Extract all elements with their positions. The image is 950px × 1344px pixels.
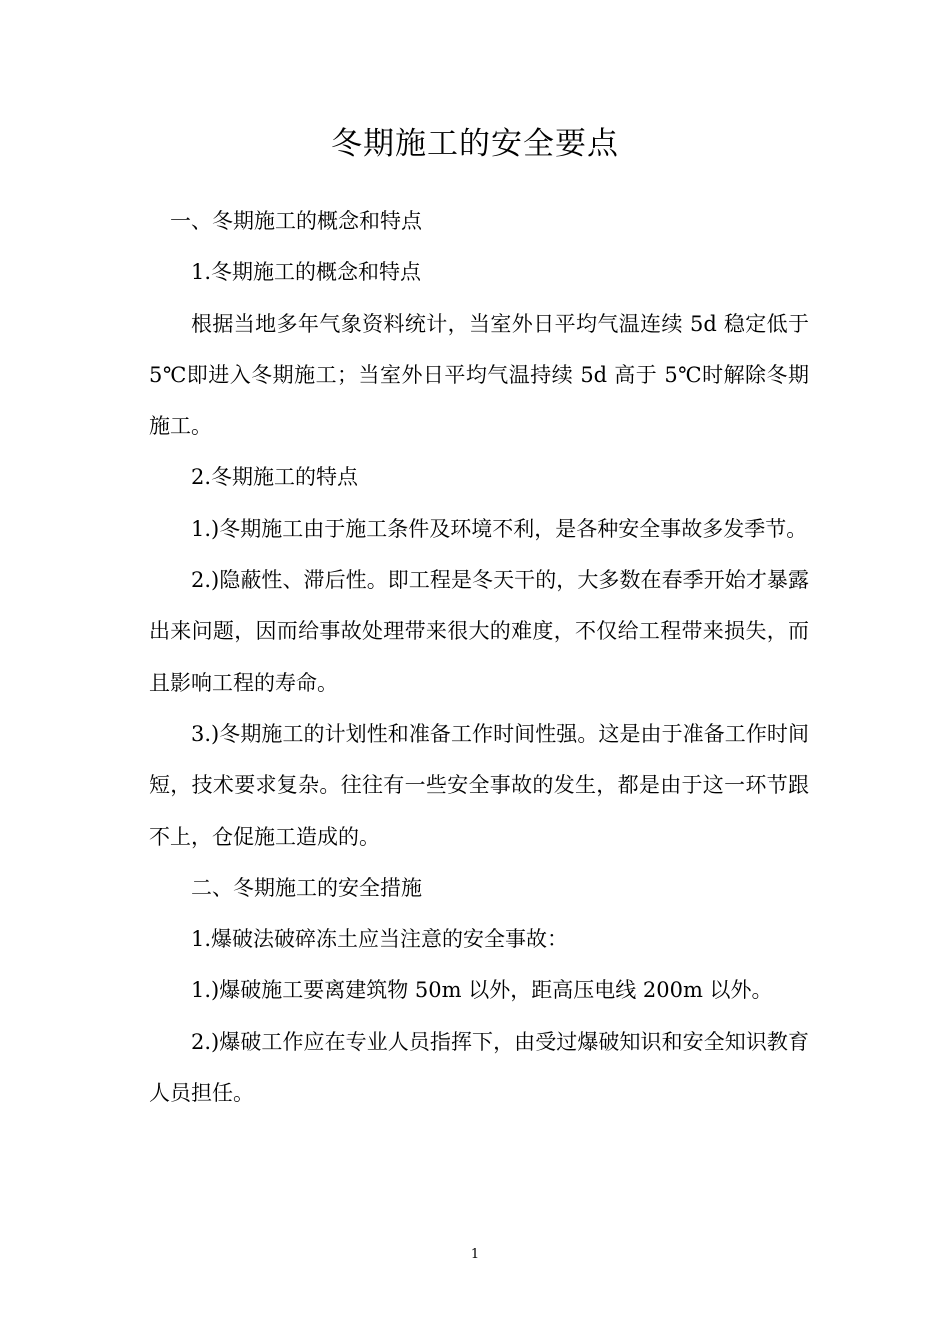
document-title: 冬期施工的安全要点 xyxy=(331,126,619,162)
body-paragraph: 1.)冬期施工由于施工条件及环境不利，是各种安全事故多发季节。 xyxy=(191,516,808,541)
subsection-heading: 1.爆破法破碎冻土应当注意的安全事故： xyxy=(191,927,569,952)
section-heading: 二、冬期施工的安全措施 xyxy=(191,875,422,900)
subsection-heading: 1.冬期施工的概念和特点 xyxy=(191,260,422,285)
subsection-heading: 2.冬期施工的特点 xyxy=(191,465,359,490)
body-paragraph: 根据当地多年气象资料统计，当室外日平均气温连续 5d 稳定低于 5℃即进入冬期施工；当室外日平均气温持续 5d 高于 5℃时解除冬期施工。 xyxy=(149,311,809,439)
page-number: 1 xyxy=(470,1247,480,1262)
body-paragraph: 3.)冬期施工的计划性和准备工作时间性强。这是由于准备工作时间短，技术要求复杂。往往有一些安全事故的发生，都是由于这一环节跟不上，仓促施工造成的。 xyxy=(149,721,809,849)
body-paragraph: 2.)爆破工作应在专业人员指挥下，由受过爆破知识和安全知识教育人员担任。 xyxy=(149,1029,809,1106)
body-paragraph: 2.)隐蔽性、滞后性。即工程是冬天干的，大多数在春季开始才暴露出来问题，因而给事故处理带来很大的难度，不仅给工程带来损失，而且影响工程的寿命。 xyxy=(149,568,809,695)
section-heading: 一、冬期施工的概念和特点 xyxy=(170,209,422,233)
body-paragraph: 1.)爆破施工要离建筑物 50m 以外，距高压电线 200m 以外。 xyxy=(191,978,773,1003)
document-body xyxy=(149,196,809,1119)
